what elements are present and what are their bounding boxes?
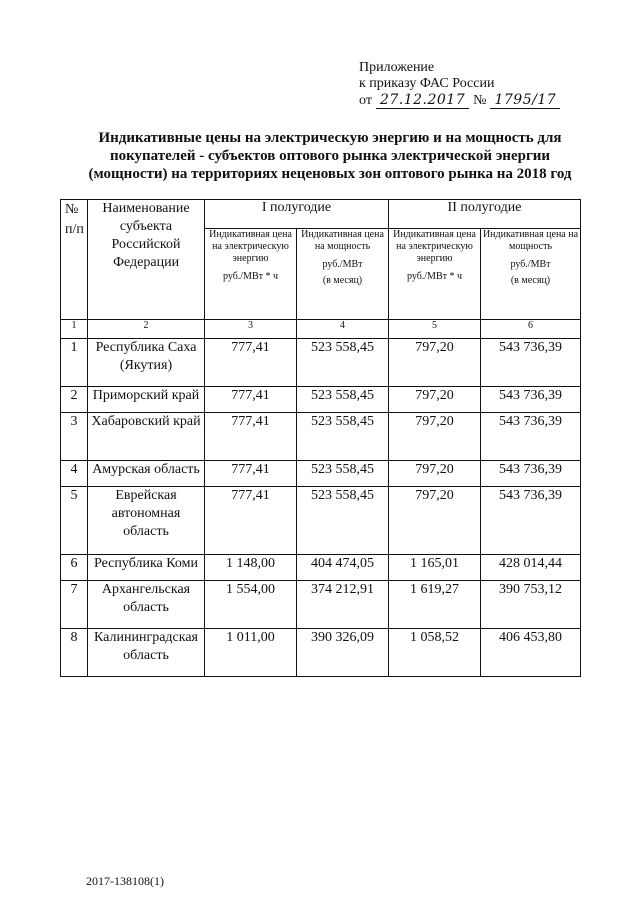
power-price-h1: 523 558,45 — [297, 413, 389, 461]
energy-price-h2: 797,20 — [389, 487, 481, 555]
appendix-header — [359, 60, 560, 109]
row-number: 3 — [61, 413, 88, 461]
header-energy-2-label: Индикативная цена на электрическую энергию — [393, 229, 476, 264]
header-power-1-label: Индикативная цена на мощность — [301, 229, 384, 252]
row-number: 6 — [61, 555, 88, 581]
title-line-3: (мощности) на территориях неценовых зон оптового рынка на 2018 год — [88, 166, 572, 182]
power-price-h2: 543 736,39 — [481, 487, 581, 555]
header-energy-2-unit: руб./МВт * ч — [406, 271, 463, 282]
header-half-2: II полугодие — [389, 200, 581, 229]
power-price-h2: 543 736,39 — [481, 461, 581, 487]
header-power-1-unit: руб./МВт — [322, 259, 363, 270]
title-line-1: Индикативные цены на электрическую энергию и на мощность для — [98, 130, 562, 146]
energy-price-h1: 777,41 — [205, 387, 297, 413]
table-row — [61, 387, 581, 413]
power-price-h2: 390 753,12 — [481, 581, 581, 629]
row-number: 5 — [61, 487, 88, 555]
region-name: Еврейская автономная область — [88, 487, 205, 555]
row-number: 7 — [61, 581, 88, 629]
energy-price-h2: 1 165,01 — [389, 555, 481, 581]
header-energy-2 — [389, 229, 481, 320]
row-number: 8 — [61, 629, 88, 677]
number-label: № — [473, 93, 487, 108]
table-row — [61, 461, 581, 487]
energy-price-h1: 777,41 — [205, 339, 297, 387]
row-number: 2 — [61, 387, 88, 413]
power-price-h2: 543 736,39 — [481, 339, 581, 387]
region-name: Республика Саха (Якутия) — [88, 339, 205, 387]
energy-price-h2: 797,20 — [389, 387, 481, 413]
power-price-h1: 404 474,05 — [297, 555, 389, 581]
header-power-1 — [297, 229, 389, 320]
energy-price-h2: 1 058,52 — [389, 629, 481, 677]
column-number-row — [61, 320, 581, 339]
energy-price-h1: 777,41 — [205, 461, 297, 487]
appendix-label: Приложение — [359, 60, 435, 75]
col-number: 2 — [88, 320, 205, 339]
power-price-h2: 428 014,44 — [481, 555, 581, 581]
energy-price-h2: 797,20 — [389, 461, 481, 487]
energy-price-h1: 1 148,00 — [205, 555, 297, 581]
power-price-h1: 523 558,45 — [297, 339, 389, 387]
order-date: 27.12.2017 — [376, 92, 469, 109]
row-number: 1 — [61, 339, 88, 387]
document-id: 2017-138108(1) — [86, 874, 164, 888]
region-name: Амурская область — [88, 461, 205, 487]
header-row-top — [61, 200, 581, 229]
col-number: 4 — [297, 320, 389, 339]
table-body — [61, 339, 581, 677]
title-line-2: покупателей - субъектов оптового рынка электрической энергии — [109, 148, 551, 164]
col-number: 5 — [389, 320, 481, 339]
energy-price-h1: 1 554,00 — [205, 581, 297, 629]
col-number: 1 — [61, 320, 88, 339]
energy-price-h1: 1 011,00 — [205, 629, 297, 677]
power-price-h1: 523 558,45 — [297, 487, 389, 555]
col-number: 6 — [481, 320, 581, 339]
header-energy-1-unit: руб./МВт * ч — [222, 271, 279, 282]
power-price-h2: 543 736,39 — [481, 387, 581, 413]
header-name: Наименование субъекта Российской Федерации — [88, 200, 205, 320]
table-row — [61, 629, 581, 677]
prices-table — [60, 199, 581, 677]
power-price-h1: 523 558,45 — [297, 461, 389, 487]
energy-price-h2: 797,20 — [389, 339, 481, 387]
power-price-h2: 406 453,80 — [481, 629, 581, 677]
table-row — [61, 581, 581, 629]
order-date-number — [359, 92, 560, 109]
power-price-h1: 523 558,45 — [297, 387, 389, 413]
header-num: № п/п — [61, 200, 88, 320]
power-price-h1: 374 212,91 — [297, 581, 389, 629]
header-energy-1 — [205, 229, 297, 320]
header-energy-1-label: Индикативная цена на электрическую энергию — [209, 229, 292, 264]
energy-price-h1: 777,41 — [205, 413, 297, 461]
region-name: Архангельская область — [88, 581, 205, 629]
energy-price-h2: 1 619,27 — [389, 581, 481, 629]
col-number: 3 — [205, 320, 297, 339]
header-power-2 — [481, 229, 581, 320]
order-number: 1795/17 — [490, 92, 560, 109]
power-price-h2: 543 736,39 — [481, 413, 581, 461]
header-power-2-unit: руб./МВт — [510, 259, 551, 270]
header-half-1: I полугодие — [205, 200, 389, 229]
row-number: 4 — [61, 461, 88, 487]
energy-price-h1: 777,41 — [205, 487, 297, 555]
table-row — [61, 487, 581, 555]
order-reference: к приказу ФАС России — [359, 76, 495, 91]
header-power-2-period: (в месяц) — [510, 275, 551, 286]
table-row — [61, 555, 581, 581]
region-name: Калининградская область — [88, 629, 205, 677]
from-label: от — [359, 93, 372, 108]
table-row — [61, 339, 581, 387]
header-power-1-period: (в месяц) — [322, 275, 363, 286]
power-price-h1: 390 326,09 — [297, 629, 389, 677]
region-name: Хабаровский край — [88, 413, 205, 461]
region-name: Приморский край — [88, 387, 205, 413]
document-title — [60, 129, 600, 183]
table-row — [61, 413, 581, 461]
region-name: Республика Коми — [88, 555, 205, 581]
energy-price-h2: 797,20 — [389, 413, 481, 461]
header-power-2-label: Индикативная цена на мощность — [482, 229, 579, 252]
